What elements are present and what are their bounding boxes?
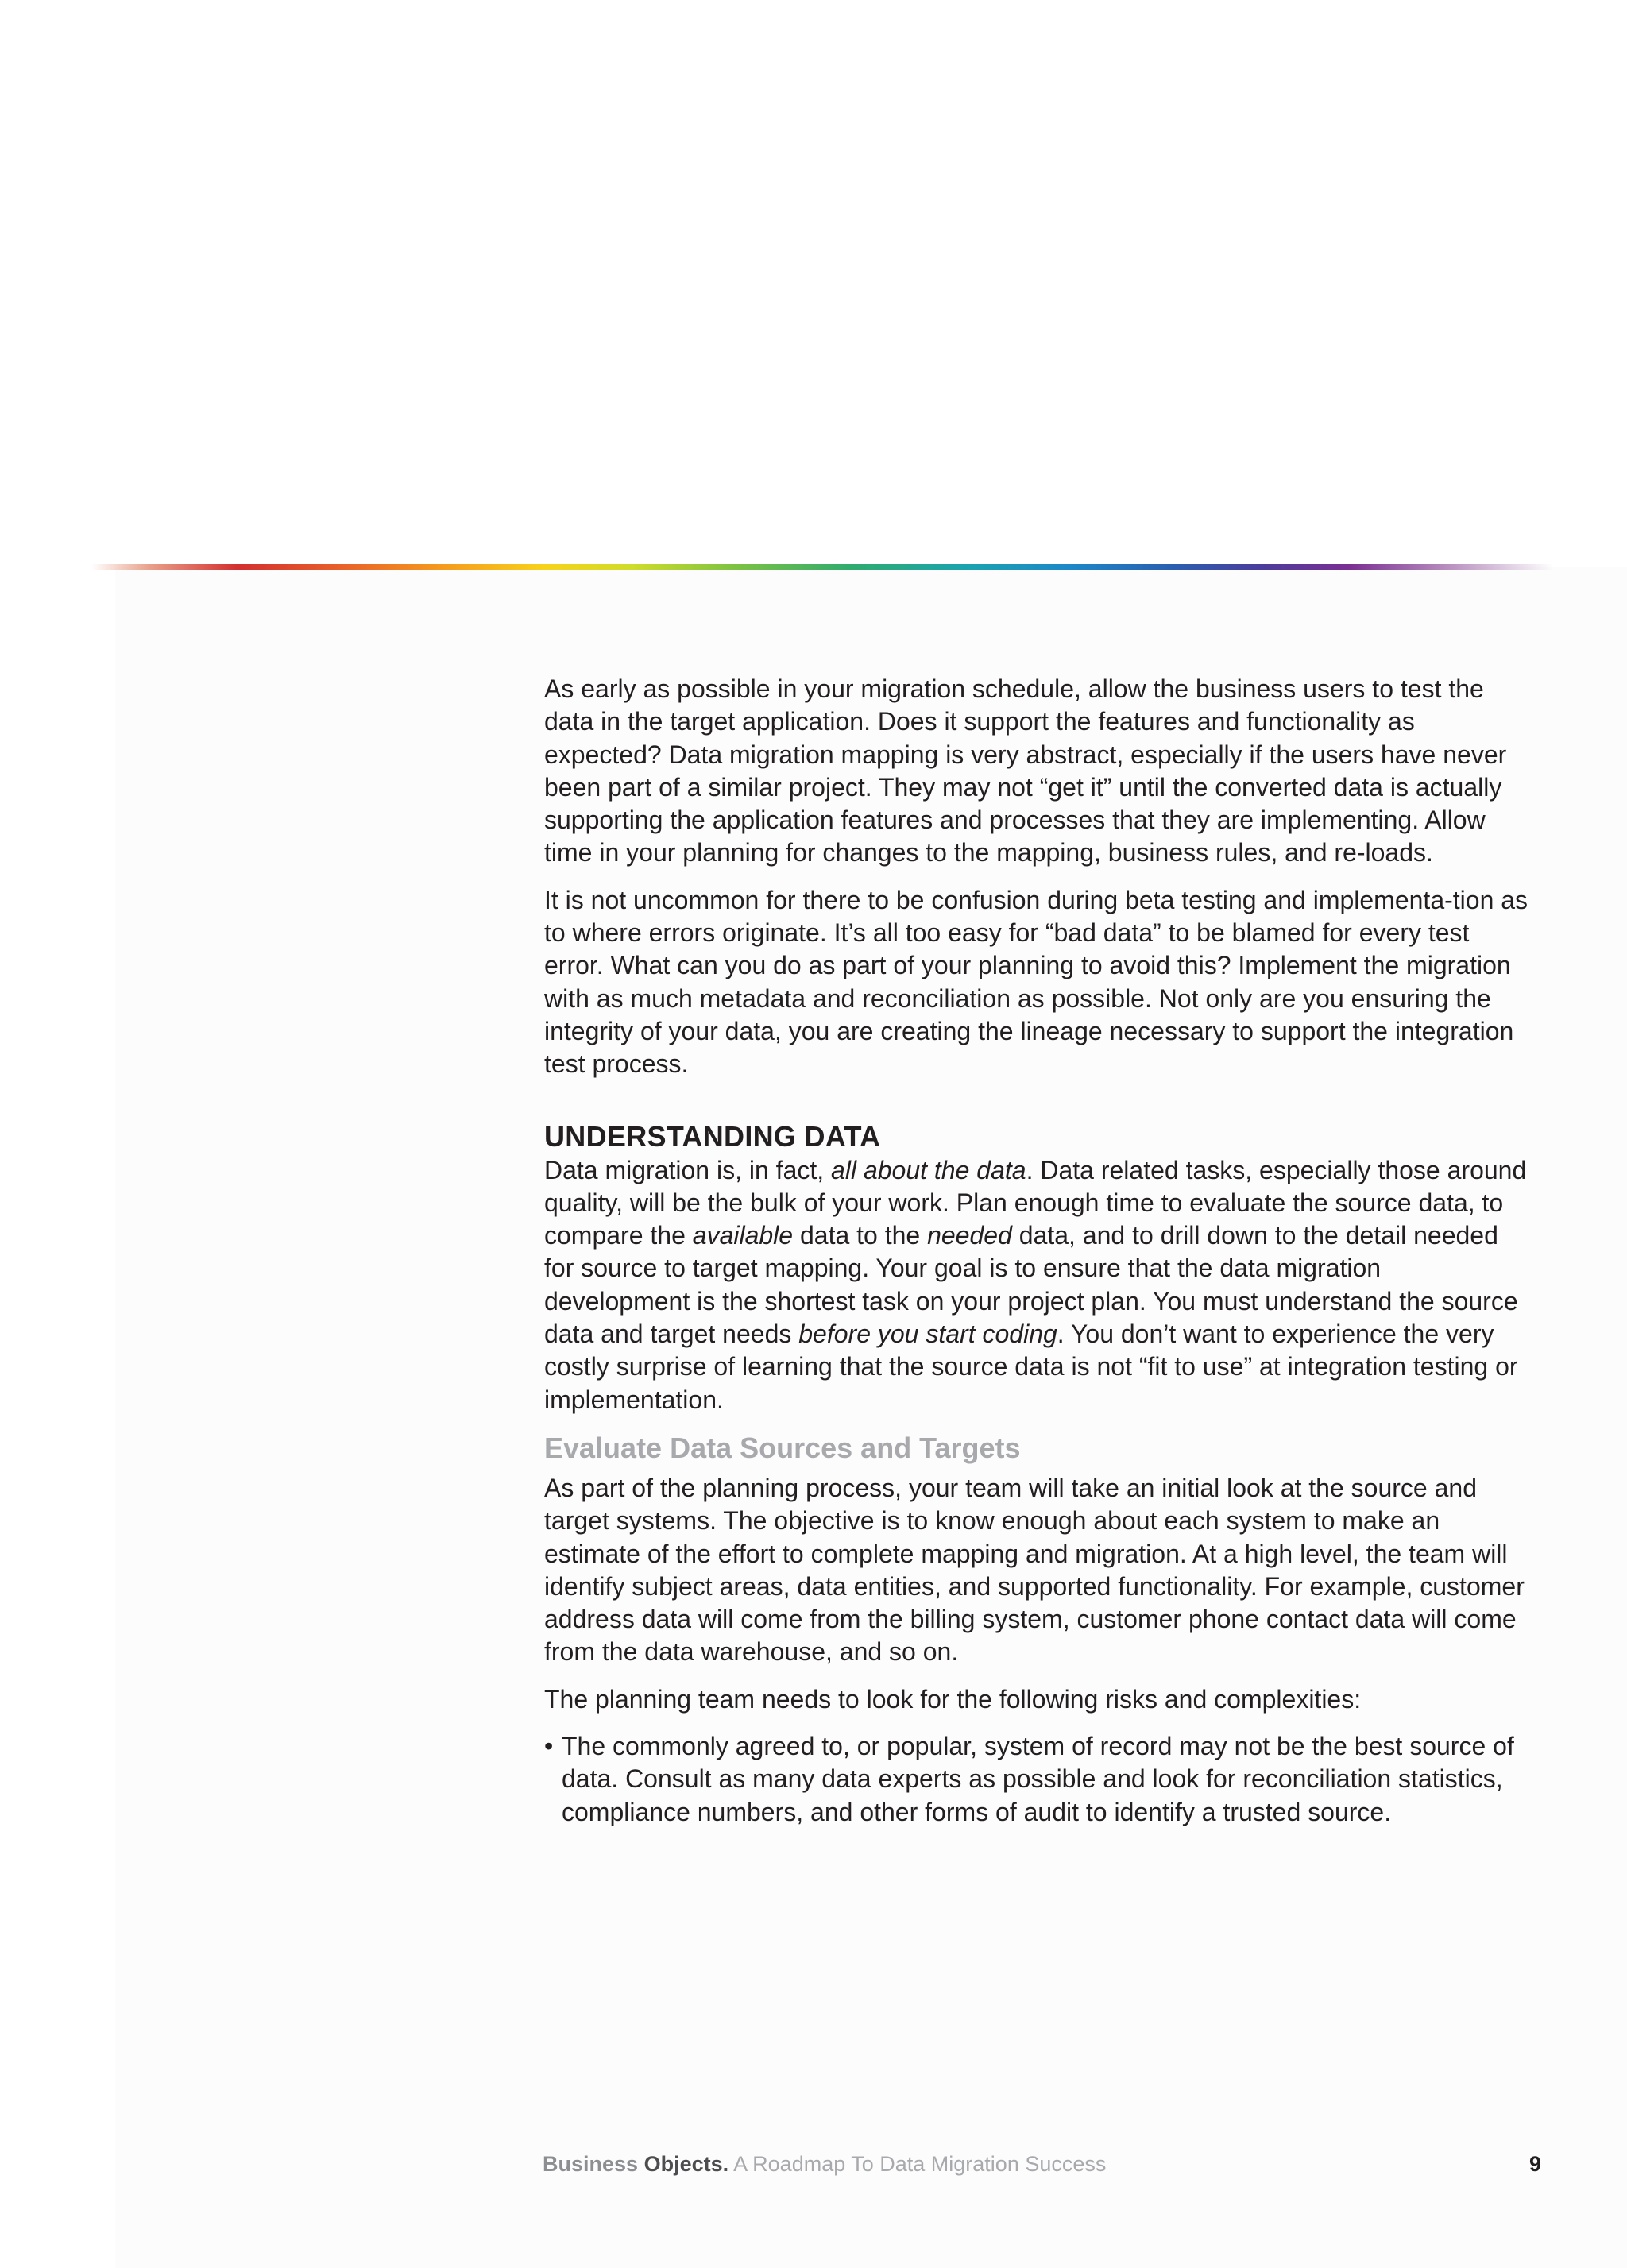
paragraph-risks-intro: The planning team needs to look for the following risks and complexities: [544,1684,1362,1714]
paragraph-beta-testing: It is not uncommon for there to be confusion during beta testing and implementa-tion as to where errors originate. It’s all too easy for “bad data” to be blamed for every test error. What can you do as part of your planning to avoid this? Implement the migration with as much metadata and reconciliation as possible. Not only are you ensuring the integrity of your data, you are creating the lineage necessary to support the integration test process. [544,885,1528,1079]
paragraph-planning-process: As part of the planning process, your team will take an initial look at the source and target systems. The objective is to know enough about each system to make an estimate of the effort to complete mapping and migration. At a high level, the team will identify subject areas, data entities, and supported functionality. For example, customer address data will come from the billing system, customer phone contact data will come from the data warehouse, and so on. [544,1473,1525,1667]
footer-brand-business: Business [543,2152,639,2176]
paragraph-understanding-data [544,1154,1529,1416]
text-run: . Data related tasks, especially those around quality, will be the bulk of your work. Plan enough time to evaluate the source data, to compare the [544,1155,1527,1250]
footer-document-title: A Roadmap To Data Migration Success [733,2152,1107,2176]
italic-run: needed [927,1221,1012,1250]
text-run: Data migration is, in fact, [544,1155,832,1184]
text-run: data, and to drill down to the detail needed for source to target mapping. Your goal is to ensure that the data migration development is the shortest task on your project plan. You must understand the source data and target needs [544,1221,1518,1349]
bullet-icon: • [544,1732,554,1761]
section-heading: UNDERSTANDING DATA [544,1119,881,1153]
footer [543,2150,1106,2177]
bullet-list-item [544,1730,1529,1829]
paragraph-user-testing: As early as possible in your migration schedule, allow the business users to test the data in the target application. Does it support the features and functionality as expected? Data migration mapping is very abstract, especially if the users have never been part of a similar project. They may not “get it” until the converted data is actually supporting the application features and processes that they are implementing. Allow time in your planning for changes to the mapping, business rules, and re-loads. [544,674,1507,867]
sub-heading: Evaluate Data Sources and Targets [544,1431,1021,1464]
italic-run: available [692,1221,794,1250]
footer-brand-objects: Objects. [643,2152,729,2176]
text-run: data to the [793,1221,928,1250]
italic-run: before you start coding [798,1319,1057,1349]
rainbow-divider [91,564,1553,570]
bullet-text: The commonly agreed to, or popular, system of record may not be the best source of data. Consult as many data experts as possible and look for reconciliation statistics, compliance numbers, and other forms of audit to identify a trusted source. [562,1732,1514,1826]
italic-run: all about the data [831,1155,1026,1184]
page-number: 9 [1528,2152,1541,2176]
main-content [544,673,1529,1829]
text-run: . You don’t want to experience the very costly surprise of learning that the source data is not “fit to use” at integration testing or implementation. [544,1319,1518,1414]
